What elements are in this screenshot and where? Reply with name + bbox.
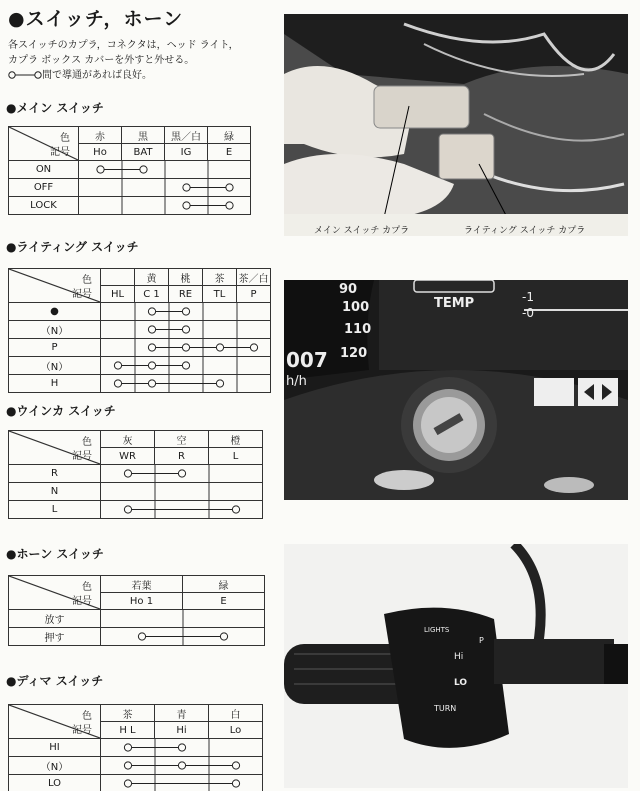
continuity-terminal [182, 308, 189, 315]
continuity-cell [101, 757, 263, 775]
continuity-cell [79, 197, 251, 215]
continuity-terminal [182, 326, 189, 333]
temp-label: TEMP [434, 296, 475, 311]
main-switch-table [8, 126, 251, 215]
wire-color: 白 [209, 705, 263, 722]
continuity-terminal [97, 166, 104, 173]
odometer: 007 [286, 348, 328, 372]
continuity-terminal [178, 470, 185, 477]
handlebar-photo-illustration [284, 544, 628, 788]
wire-code: E [183, 593, 265, 610]
continuity-terminal [182, 362, 189, 369]
code-label: 記号 [72, 725, 92, 736]
switch-position-row [9, 303, 271, 321]
wire-color: 空 [155, 431, 209, 448]
continuity-terminal [183, 184, 190, 191]
speed-tick-100: 100 [342, 300, 370, 315]
wire-code: IG [165, 144, 208, 161]
continuity-terminal [124, 762, 131, 769]
wire-code: Ho 1 [101, 593, 183, 610]
continuity-diagram [101, 303, 271, 320]
handlebar-switch-photo [284, 544, 628, 788]
continuity-terminal [178, 762, 185, 769]
code-label: 記号 [50, 147, 70, 158]
meter-photo-illustration [284, 280, 628, 500]
wire-code: BAT [122, 144, 165, 161]
continuity-diagram [101, 483, 263, 500]
switch-position-row [9, 357, 271, 375]
continuity-cell [101, 610, 265, 628]
continuity-diagram [101, 321, 271, 338]
wire-code: Hi [155, 722, 209, 739]
continuity-cell [101, 483, 263, 501]
continuity-cell [101, 775, 263, 791]
temp-tick-1: -1 [522, 290, 534, 304]
continuity-terminal [148, 326, 155, 333]
switch-label-lights: LIGHTS [424, 626, 450, 634]
continuity-cell [101, 628, 265, 646]
wire-color: 緑 [183, 576, 265, 593]
switch-position-label: OFF [9, 179, 79, 197]
horn-switch-table [8, 575, 265, 646]
wire-code: TL [203, 286, 237, 303]
switch-label-p: P [479, 636, 484, 645]
switch-position-label: HI [9, 739, 101, 757]
continuity-terminal [232, 780, 239, 787]
speed-tick-90: 90 [339, 282, 358, 297]
color-label: 色 [82, 711, 92, 722]
switch-position-row [9, 375, 271, 393]
continuity-terminal [232, 506, 239, 513]
continuity-terminal [232, 762, 239, 769]
code-label: 記号 [72, 596, 92, 607]
intro-text [8, 38, 278, 83]
color-label: 色 [82, 275, 92, 286]
wire-code: Lo [209, 722, 263, 739]
switch-position-row [9, 775, 263, 791]
switch-position-label: （N） [9, 357, 101, 375]
header-corner [9, 431, 101, 465]
continuity-diagram [101, 375, 271, 392]
wire-color: 若葉 [101, 576, 183, 593]
connector-photo [284, 14, 628, 236]
switch-position-row [9, 739, 263, 757]
switch-position-row [9, 339, 271, 357]
switch-position-row [9, 179, 251, 197]
switch-position-row [9, 610, 265, 628]
switch-label-lo: LO [454, 678, 468, 688]
wire-color: 桃 [169, 269, 203, 286]
switch-position-row [9, 197, 251, 215]
intro-line-3 [8, 68, 278, 83]
switch-position-label: N [9, 483, 101, 501]
wire-code: Ho [79, 144, 122, 161]
speed-tick-120: 120 [340, 346, 368, 361]
continuity-cell [101, 501, 263, 519]
switch-position-row [9, 161, 251, 179]
color-label: 色 [82, 437, 92, 448]
continuity-terminal [148, 362, 155, 369]
switch-label-hi: Hi [454, 652, 464, 662]
continuity-cell [101, 357, 271, 375]
continuity-diagram [79, 161, 251, 178]
continuity-cell [101, 303, 271, 321]
continuity-terminal [114, 362, 121, 369]
lighting-switch-table [8, 268, 271, 393]
switch-position-row [9, 465, 263, 483]
wire-code: HL [101, 286, 135, 303]
lighting-switch-coupler-caption: ライティング スイッチ カプラ [464, 226, 586, 236]
winker-switch-table [8, 430, 263, 519]
continuity-terminal [226, 184, 233, 191]
continuity-diagram [101, 775, 263, 791]
switch-position-label: R [9, 465, 101, 483]
switch-position-label: L [9, 501, 101, 519]
continuity-terminal [114, 380, 121, 387]
continuity-terminal [124, 780, 131, 787]
continuity-terminal [226, 202, 233, 209]
continuity-diagram [101, 501, 263, 518]
wire-color: 黄 [135, 269, 169, 286]
continuity-terminal [148, 380, 155, 387]
color-label: 色 [60, 133, 70, 144]
wire-color: 橙 [209, 431, 263, 448]
horn-switch-title: ●ホーン スイッチ [6, 547, 104, 561]
odometer-unit: h/h [286, 374, 307, 389]
winker-switch-title: ●ウインカ スイッチ [6, 404, 116, 418]
continuity-diagram [101, 357, 271, 374]
switch-position-row [9, 321, 271, 339]
switch-position-label: P [9, 339, 101, 357]
switch-position-row [9, 483, 263, 501]
continuity-terminal [124, 470, 131, 477]
connector-photo-illustration [284, 14, 628, 236]
dimmer-switch-title: ●ディマ スイッチ [6, 674, 104, 688]
code-label: 記号 [72, 289, 92, 300]
meter-photo [284, 280, 628, 500]
continuity-terminal [138, 633, 145, 640]
continuity-cell [101, 465, 263, 483]
intro-line-2: カプラ ボックス カバーを外すと外せる。 [8, 55, 195, 66]
continuity-cell [101, 375, 271, 393]
continuity-terminal [140, 166, 147, 173]
continuity-terminal [148, 308, 155, 315]
continuity-diagram [101, 465, 263, 482]
lighting-switch-title: ●ライティング スイッチ [6, 240, 139, 254]
wire-code: H L [101, 722, 155, 739]
switch-position-label: ON [9, 161, 79, 179]
continuity-diagram [101, 339, 271, 356]
wire-color: 黒／白 [165, 127, 208, 144]
continuity-terminal [182, 344, 189, 351]
switch-position-label: 放す [9, 610, 101, 628]
wire-color: 赤 [79, 127, 122, 144]
color-label: 色 [82, 582, 92, 593]
switch-position-label: LOCK [9, 197, 79, 215]
header-corner [9, 127, 79, 161]
continuity-symbol-icon [8, 70, 42, 80]
wire-color [101, 269, 135, 286]
continuity-diagram [79, 197, 251, 214]
header-corner [9, 269, 101, 303]
switch-position-label: LO [9, 775, 101, 791]
continuity-diagram [101, 757, 263, 774]
temp-tick-0: -0 [522, 306, 534, 320]
switch-position-label: ● [9, 303, 101, 321]
wire-color: 茶 [203, 269, 237, 286]
continuity-terminal [124, 506, 131, 513]
main-switch-title: ●メイン スイッチ [6, 101, 104, 115]
switch-label-turn: TURN [434, 704, 457, 713]
wire-code: C 1 [135, 286, 169, 303]
switch-position-label: （N） [9, 757, 101, 775]
continuity-terminal [183, 202, 190, 209]
wire-code: RE [169, 286, 203, 303]
main-switch-coupler-caption: メイン スイッチ カプラ [314, 226, 410, 236]
switch-position-label: H [9, 375, 101, 393]
wire-code: R [155, 448, 209, 465]
continuity-terminal [124, 744, 131, 751]
continuity-diagram [101, 739, 263, 756]
switch-position-label: （N） [9, 321, 101, 339]
wire-color: 灰 [101, 431, 155, 448]
wire-code: P [237, 286, 271, 303]
wire-color: 青 [155, 705, 209, 722]
switch-position-label: 押す [9, 628, 101, 646]
code-label: 記号 [72, 451, 92, 462]
continuity-cell [101, 321, 271, 339]
page-title: ●スイッチ，ホーン [8, 8, 184, 30]
continuity-terminal [178, 744, 185, 751]
continuity-terminal [216, 344, 223, 351]
continuity-cell [101, 339, 271, 357]
wire-color: 茶 [101, 705, 155, 722]
continuity-diagram [101, 628, 265, 645]
wire-code: E [208, 144, 251, 161]
header-corner [9, 576, 101, 610]
continuity-terminal [250, 344, 257, 351]
continuity-cell [101, 739, 263, 757]
switch-position-row [9, 757, 263, 775]
wire-code: WR [101, 448, 155, 465]
intro-line-3-text: 間で導通があれば良好。 [42, 70, 152, 81]
switch-position-row [9, 628, 265, 646]
continuity-diagram [79, 179, 251, 196]
wire-color: 黒 [122, 127, 165, 144]
continuity-cell [79, 161, 251, 179]
wire-color: 茶／白 [237, 269, 271, 286]
wire-color: 緑 [208, 127, 251, 144]
continuity-cell [79, 179, 251, 197]
switch-position-row [9, 501, 263, 519]
speed-tick-110: 110 [344, 322, 372, 337]
continuity-diagram [101, 610, 265, 627]
continuity-terminal [216, 380, 223, 387]
wire-code: L [209, 448, 263, 465]
continuity-terminal [148, 344, 155, 351]
intro-line-1: 各スイッチのカプラ，コネクタは，ヘッド ライト， [8, 40, 239, 51]
dimmer-switch-table [8, 704, 263, 791]
continuity-terminal [220, 633, 227, 640]
header-corner [9, 705, 101, 739]
